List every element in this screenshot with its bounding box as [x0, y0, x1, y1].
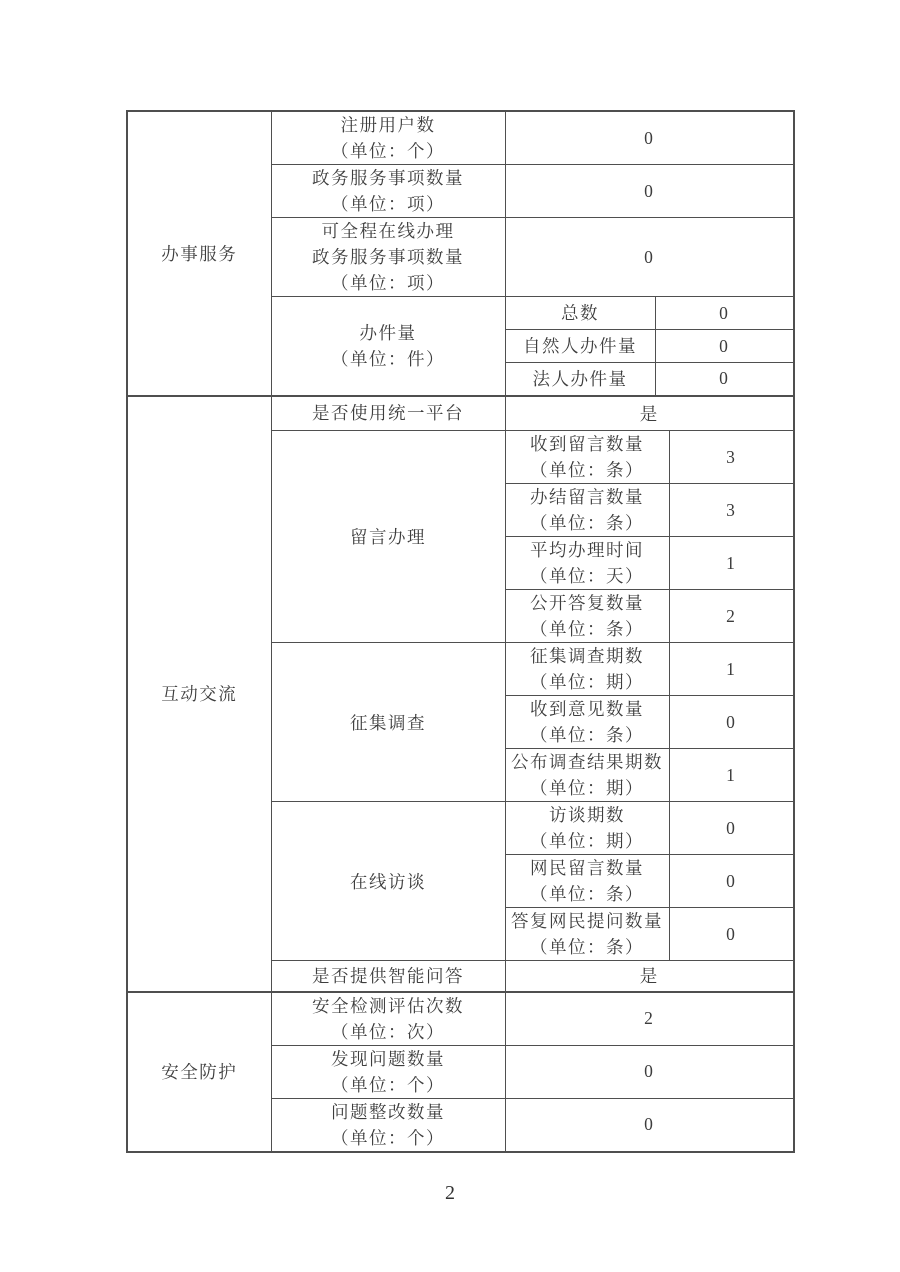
metric-label-cell	[271, 165, 505, 218]
metric-label-line: 发现问题数量	[331, 1048, 445, 1069]
value-cell: 0	[669, 802, 794, 855]
value-cell: 0	[669, 696, 794, 749]
sub-unit-line: （单位：期）	[530, 831, 644, 851]
sub-label-line: 平均办理时间	[530, 540, 644, 560]
sub-label-cell	[505, 855, 669, 908]
value-cell: 1	[669, 643, 794, 696]
metric-label-cell	[271, 992, 505, 1046]
metric-label-line: 政务服务事项数量	[312, 247, 464, 267]
value-cell: 1	[669, 537, 794, 590]
metric-label-cell	[271, 218, 505, 297]
sub-unit-line: （单位：天）	[530, 566, 644, 586]
group-label-cell-zhengji: 征集调查	[271, 643, 505, 802]
group-label-cell-liuyan: 留言办理	[271, 431, 505, 643]
metric-label-line: 问题整改数量	[331, 1101, 445, 1122]
value-cell: 0	[669, 908, 794, 961]
category-cell-anquan: 安全防护	[127, 992, 271, 1152]
sub-label-cell	[505, 537, 669, 590]
sub-label-cell	[505, 749, 669, 802]
sub-label-cell	[505, 297, 655, 330]
metric-unit-line: （单位：次）	[331, 1021, 445, 1042]
sub-label-line: 总数	[561, 303, 599, 323]
value-cell: 0	[655, 363, 794, 396]
metric-label-cell	[271, 1045, 505, 1098]
metric-label-line: 是否提供智能问答	[312, 965, 464, 986]
sub-unit-line: （单位：期）	[530, 778, 644, 798]
sub-label-cell	[505, 590, 669, 643]
table-row	[127, 992, 794, 1046]
sub-unit-line: （单位：条）	[530, 513, 644, 533]
value-cell: 0	[505, 218, 794, 297]
sub-unit-line: （单位：条）	[530, 619, 644, 639]
metric-label-cell	[271, 396, 505, 431]
sub-label-cell	[505, 484, 669, 537]
metric-unit-line: （单位：个）	[331, 1127, 445, 1148]
value-cell: 3	[669, 431, 794, 484]
metric-unit-line: （单位：项）	[331, 194, 445, 214]
metric-unit-line: （单位：个）	[331, 141, 445, 161]
sub-label-line: 网民留言数量	[530, 858, 644, 878]
sub-label-line: 公开答复数量	[530, 593, 644, 613]
table-row	[127, 111, 794, 165]
sub-unit-line: （单位：期）	[530, 672, 644, 692]
value-cell: 0	[505, 165, 794, 218]
value-cell: 0	[505, 1098, 794, 1152]
value-cell: 0	[669, 855, 794, 908]
value-cell: 0	[655, 330, 794, 363]
value-cell: 2	[505, 992, 794, 1046]
value-cell: 3	[669, 484, 794, 537]
sub-label-cell	[505, 908, 669, 961]
value-cell: 是	[505, 396, 794, 431]
sub-label-line: 公布调查结果期数	[511, 752, 663, 772]
sub-unit-line: （单位：条）	[530, 725, 644, 745]
sub-label-line: 办结留言数量	[530, 487, 644, 507]
sub-label-line: 收到留言数量	[530, 434, 644, 454]
sub-label-cell	[505, 330, 655, 363]
table-row	[127, 396, 794, 431]
value-cell: 是	[505, 961, 794, 992]
category-cell-hudong: 互动交流	[127, 396, 271, 992]
metric-label-cell	[271, 961, 505, 992]
sub-label-cell	[505, 363, 655, 396]
metric-label-cell	[271, 111, 505, 165]
category-cell-banshi: 办事服务	[127, 111, 271, 396]
sub-label-line: 收到意见数量	[530, 699, 644, 719]
group-label-line: 办件量	[359, 322, 417, 343]
value-cell: 0	[505, 111, 794, 165]
metric-label-line: 注册用户数	[340, 115, 436, 135]
group-label-cell-banjianliang	[271, 297, 505, 396]
sub-unit-line: （单位：条）	[530, 884, 644, 904]
sub-unit-line: （单位：条）	[530, 937, 644, 957]
value-cell: 1	[669, 749, 794, 802]
value-cell: 0	[655, 297, 794, 330]
sub-label-line: 法人办件量	[532, 368, 628, 389]
group-label-cell-fangtan: 在线访谈	[271, 802, 505, 961]
page-number: 2	[445, 1182, 455, 1204]
sub-label-cell	[505, 696, 669, 749]
sub-label-cell	[505, 431, 669, 484]
metric-label-line: 安全检测评估次数	[312, 995, 464, 1016]
metric-label-line: 是否使用统一平台	[312, 403, 464, 424]
annual-report-table	[126, 110, 795, 1153]
sub-label-cell	[505, 643, 669, 696]
metric-label-line: 可全程在线办理	[321, 221, 455, 241]
sub-label-line: 答复网民提问数量	[511, 911, 663, 931]
metric-label-cell	[271, 1098, 505, 1152]
value-cell: 0	[505, 1045, 794, 1098]
sub-unit-line: （单位：条）	[530, 460, 644, 480]
sub-label-cell	[505, 802, 669, 855]
value-cell: 2	[669, 590, 794, 643]
sub-label-line: 自然人办件量	[523, 336, 637, 356]
sub-label-line: 访谈期数	[549, 805, 625, 825]
sub-label-line: 征集调查期数	[530, 646, 644, 666]
metric-unit-line: （单位：个）	[331, 1074, 445, 1095]
group-unit-line: （单位：件）	[331, 348, 445, 369]
metric-label-line: 政务服务事项数量	[312, 168, 464, 188]
metric-unit-line: （单位：项）	[331, 273, 445, 293]
